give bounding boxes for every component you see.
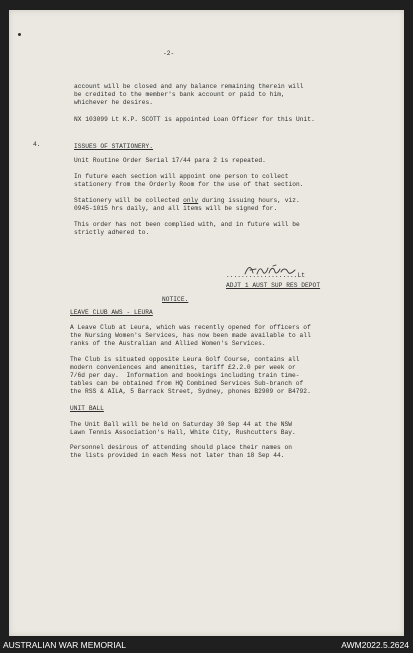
- footer-institution: AUSTRALIAN WAR MEMORIAL: [3, 640, 126, 650]
- stationery-para-3-line-2: 0945-1015 hrs daily, and all items will be signed for.: [74, 205, 278, 212]
- ball-para-2-line-1: Personnel desirous of attending should place their names on: [70, 444, 293, 451]
- document-page: [9, 10, 404, 636]
- stationery-para-4-line-2: strictly adhered to.: [74, 229, 150, 236]
- loan-officer-line: NX 103099 Lt K.P. SCOTT is appointed Loan Officer for this Unit.: [74, 116, 315, 123]
- signature-line: ...................Lt: [226, 272, 306, 279]
- leave-para-2-line-5: the RSS & AILA, 5 Barrack Street, Sydney, phones B2909 or B4792.: [70, 388, 311, 395]
- footer-accession-number: AWM2022.5.2624: [341, 640, 409, 650]
- stationery-heading: ISSUES OF STATIONERY.: [74, 143, 154, 150]
- ball-para-1-line-2: Lawn Tennis Association's Hall, White City, Rushcutters Bay.: [70, 429, 296, 436]
- leave-para-2-line-4: tables can be obtained from HQ Combined Services Sub-branch of: [70, 380, 304, 387]
- notice-heading: NOTICE.: [162, 296, 189, 303]
- stationery-para-3-line-1: [74, 197, 300, 205]
- stationery-para-3-post: during issuing hours, viz.: [198, 197, 300, 204]
- unit-ball-heading: UNIT BALL: [70, 405, 104, 412]
- paragraph-account-line-2: be credited to the member's bank account or paid to him,: [74, 91, 285, 98]
- signature-title: ADJT 1 AUST SUP RES DEPOT: [226, 282, 321, 289]
- leave-para-2-line-2: modern conveniences and amenities, tariff £2.2.0 per week or: [70, 364, 296, 371]
- page-number: -2-: [163, 50, 175, 57]
- stationery-para-2-line-2: stationery from the Orderly Room for the use of that section.: [74, 181, 304, 188]
- stationery-para-2-line-1: In future each section will appoint one person to collect: [74, 173, 289, 180]
- ball-para-2-line-2: the lists provided in each Mess not later than 18 Sep 44.: [70, 452, 285, 459]
- leave-club-heading: LEAVE CLUB AWS - LEURA: [70, 309, 153, 316]
- stationery-para-1: Unit Routine Order Serial 17/44 para 2 is repeated.: [74, 157, 266, 164]
- leave-para-2-line-3: 7/6d per day. Information and bookings including train time-: [70, 372, 300, 379]
- punch-mark: [18, 33, 21, 36]
- leave-para-2-line-1: The Club is situated opposite Leura Golf Course, contains all: [70, 356, 300, 363]
- item-number: 4.: [33, 141, 41, 148]
- leave-para-1-line-1: A Leave Club at Leura, which was recently opened for officers of: [70, 324, 311, 331]
- stationery-para-3-underlined: only: [183, 197, 199, 204]
- leave-para-1-line-3: ranks of the Australian and Allied Women's Services.: [70, 340, 266, 347]
- ball-para-1-line-1: The Unit Ball will be held on Saturday 30 Sep 44 at the NSW: [70, 421, 293, 428]
- stationery-para-3-pre: Stationery will be collected: [74, 197, 184, 204]
- stationery-para-4-line-1: This order has not been complied with, and in future will be: [74, 221, 300, 228]
- paragraph-account-line-3: whichever he desires.: [74, 99, 154, 106]
- paragraph-account-line-1: account will be closed and any balance remaining therein will: [74, 83, 304, 90]
- leave-para-1-line-2: the Nursing Women's Services, has now been made available to all: [70, 332, 311, 339]
